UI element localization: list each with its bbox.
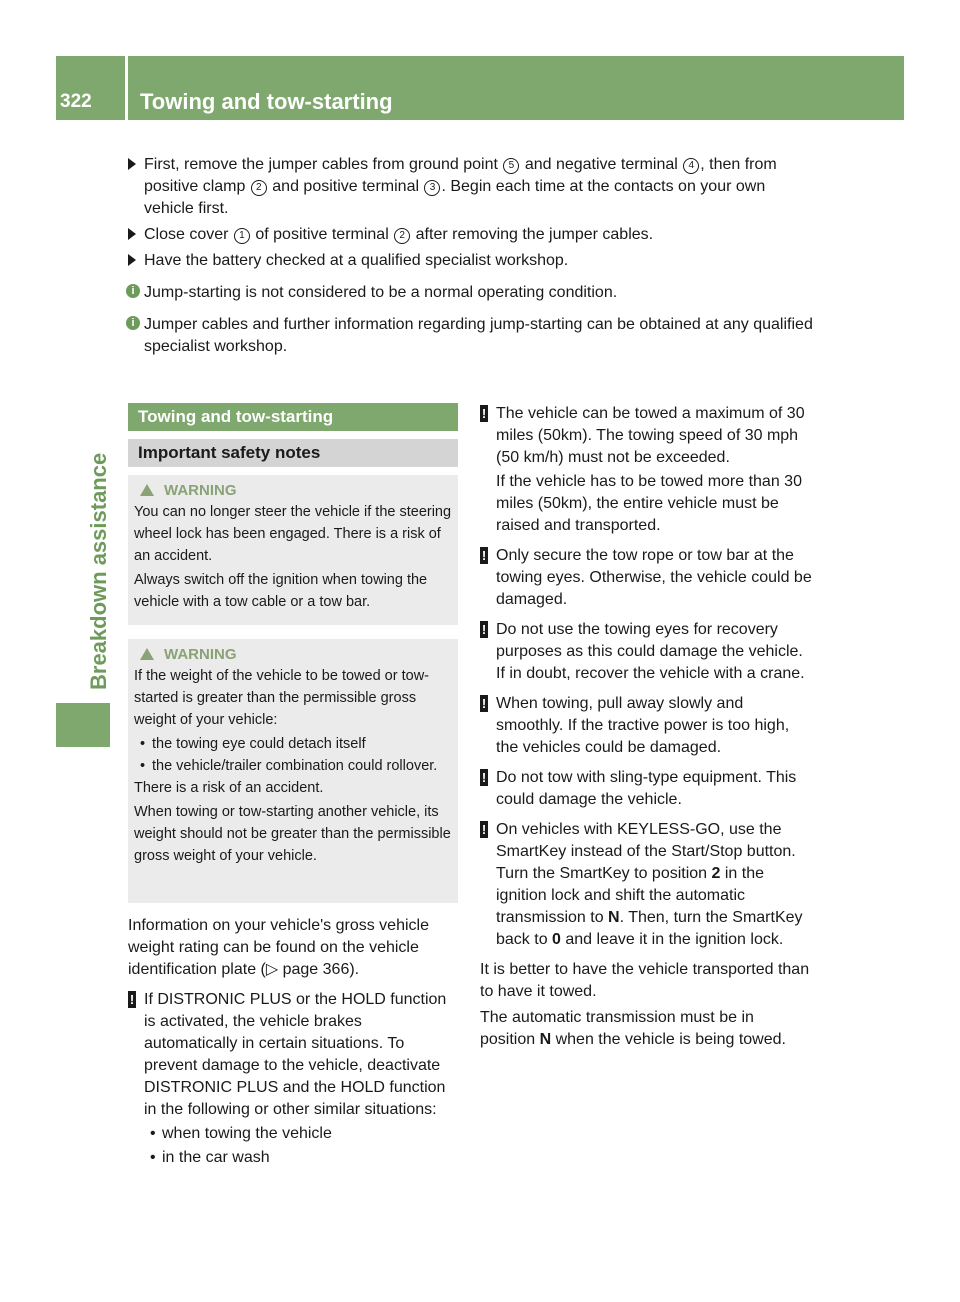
- warning-text: If the weight of the vehicle to be towed or tow-started is greater than the permissible gross weight of your vehicle:: [134, 668, 429, 728]
- callout-number: 5: [503, 158, 519, 174]
- step-check-battery: [128, 250, 818, 272]
- caution-mark-icon: !: [481, 548, 487, 563]
- caution-mark-icon: !: [129, 992, 135, 1007]
- advice-fragment: The automatic transmission must be in position: [480, 1009, 754, 1048]
- caution-mark-icon: !: [481, 770, 487, 785]
- step-text: First, remove the jumper cables from ground point: [144, 156, 503, 173]
- callout-number: 2: [251, 180, 267, 196]
- info-icon: i: [126, 284, 140, 298]
- caution-text: [496, 819, 812, 951]
- warning-label: WARNING: [164, 646, 237, 663]
- bullet-text: the towing eye could detach itself: [152, 736, 366, 752]
- warning-text: Always switch off the ignition when towing the vehicle with a tow cable or a tow bar.: [134, 572, 428, 610]
- key-position: 2: [711, 865, 721, 882]
- caution-note: [480, 619, 812, 685]
- caution-mark-icon: !: [481, 406, 487, 421]
- caution-mark-icon: !: [481, 622, 487, 637]
- step-text: and negative terminal: [520, 156, 683, 173]
- caution-text: The vehicle can be towed a maximum of 30 miles (50km). The towing speed of 30 mph (50 km/h) must not be exceeded.: [496, 405, 805, 466]
- caution-fragment: in the ignition lock and shift the automatic transmission to: [496, 865, 765, 926]
- warning-title: [134, 481, 452, 501]
- step-remove-cables: [128, 154, 818, 220]
- transmission-advice: [480, 1007, 812, 1051]
- warning-text: You can no longer steer the vehicle if the steering wheel lock has been engaged. There is a risk of an accident.: [134, 504, 452, 564]
- bullet-item: [134, 733, 452, 755]
- right-column: [480, 403, 812, 1051]
- jump-start-instructions: [128, 154, 818, 358]
- header-divider: [125, 56, 128, 120]
- section-heading: Towing and tow-starting: [128, 403, 458, 431]
- subsection-heading: Important safety notes: [128, 439, 458, 467]
- step-text: , then from positive clamp: [144, 156, 777, 195]
- bullet-item: [144, 1123, 458, 1145]
- warning-box: [128, 639, 458, 903]
- left-column: [128, 403, 458, 1169]
- step-arrow-icon: [128, 158, 136, 170]
- caution-text: If the vehicle has to be towed more than 30 miles (50km), the entire vehicle must be raised and transported.: [496, 473, 802, 534]
- step-text: Have the battery checked at a qualified specialist workshop.: [144, 252, 569, 269]
- step-text: and positive terminal: [267, 178, 424, 195]
- bullet-dot: •: [150, 1149, 156, 1166]
- transport-advice: It is better to have the vehicle transported than to have it towed.: [480, 961, 810, 1000]
- page-title: Towing and tow-starting: [140, 89, 393, 114]
- caution-mark-icon: !: [481, 822, 487, 837]
- caution-note: [480, 767, 812, 811]
- gear-position: N: [539, 1031, 552, 1048]
- bullet-text: the vehicle/trailer combination could rollover.: [152, 758, 438, 774]
- warning-triangle-icon: [140, 484, 154, 496]
- sidebar-label-text: Breakdown assistance: [86, 452, 111, 690]
- warning-label: WARNING: [164, 482, 237, 499]
- bullet-dot: •: [140, 736, 146, 752]
- step-text: of positive terminal: [250, 226, 394, 243]
- advice-fragment: when the vehicle is being towed.: [551, 1031, 786, 1048]
- step-arrow-icon: [128, 228, 136, 240]
- page-header: [56, 56, 904, 120]
- key-position: 0: [552, 931, 561, 948]
- caution-text: Only secure the tow rope or tow bar at the towing eyes. Otherwise, the vehicle could be damaged.: [496, 547, 812, 608]
- caution-note: [480, 403, 812, 537]
- caution-note: [480, 545, 812, 611]
- gear-position: N: [608, 909, 620, 926]
- bullet-item: [144, 1147, 458, 1169]
- info-note: [128, 314, 818, 358]
- info-note: [128, 282, 818, 304]
- bullet-item: [134, 755, 452, 777]
- caution-note: [128, 989, 458, 1169]
- info-text: Jumper cables and further information regarding jump-starting can be obtained at any qualified specialist workshop.: [144, 316, 813, 355]
- caution-fragment: . Then, turn the SmartKey back to: [496, 909, 803, 948]
- callout-number: 3: [424, 180, 440, 196]
- step-text: after removing the jumper cables.: [411, 226, 654, 243]
- caution-text: Do not tow with sling-type equipment. This could damage the vehicle.: [496, 769, 797, 808]
- caution-text: Do not use the towing eyes for recovery purposes as this could damage the vehicle. If in doubt, recover the vehicle with a crane.: [496, 621, 805, 682]
- bullet-text: in the car wash: [162, 1149, 270, 1166]
- caution-note: [480, 819, 812, 951]
- caution-text: When towing, pull away slowly and smoothly. If the tractive power is too high, the vehicles could be damaged.: [496, 695, 790, 756]
- callout-number: 1: [234, 228, 250, 244]
- step-arrow-icon: [128, 254, 136, 266]
- callout-number: 2: [394, 228, 410, 244]
- warning-triangle-icon: [140, 648, 154, 660]
- caution-mark-icon: !: [481, 696, 487, 711]
- bullet-text: when towing the vehicle: [162, 1125, 332, 1142]
- warning-box: [128, 475, 458, 625]
- bullet-dot: •: [140, 758, 146, 774]
- step-close-cover: [128, 224, 818, 246]
- info-icon: i: [126, 316, 140, 330]
- warning-text: There is a risk of an accident.: [134, 780, 324, 796]
- sidebar-section-label: [84, 450, 114, 690]
- gross-weight-info: Information on your vehicle's gross vehicle weight rating can be found on the vehicle identification plate (▷ page 366).: [128, 917, 429, 978]
- caution-text: If DISTRONIC PLUS or the HOLD function is activated, the vehicle brakes automatically in certain situations. To prevent damage to the vehicle, deactivate DISTRONIC PLUS and the HOLD function in the following or other similar situations:: [144, 991, 447, 1118]
- page-number: 322: [60, 91, 92, 112]
- warning-text: When towing or tow-starting another vehicle, its weight should not be greater than the permissible gross weight of your vehicle.: [134, 804, 451, 864]
- step-text: Close cover: [144, 226, 233, 243]
- warning-title: [134, 645, 452, 665]
- step-text: . Begin each time at the contacts on your own vehicle first.: [144, 178, 766, 217]
- caution-fragment: On vehicles with KEYLESS-GO, use the SmartKey instead of the Start/Stop button. Turn the SmartKey to position: [496, 821, 796, 882]
- caution-fragment: and leave it in the ignition lock.: [560, 931, 784, 948]
- bullet-dot: •: [150, 1125, 156, 1142]
- info-text: Jump-starting is not considered to be a normal operating condition.: [144, 284, 618, 301]
- callout-number: 4: [683, 158, 699, 174]
- caution-note: [480, 693, 812, 759]
- sidebar-tab-block: [56, 703, 110, 747]
